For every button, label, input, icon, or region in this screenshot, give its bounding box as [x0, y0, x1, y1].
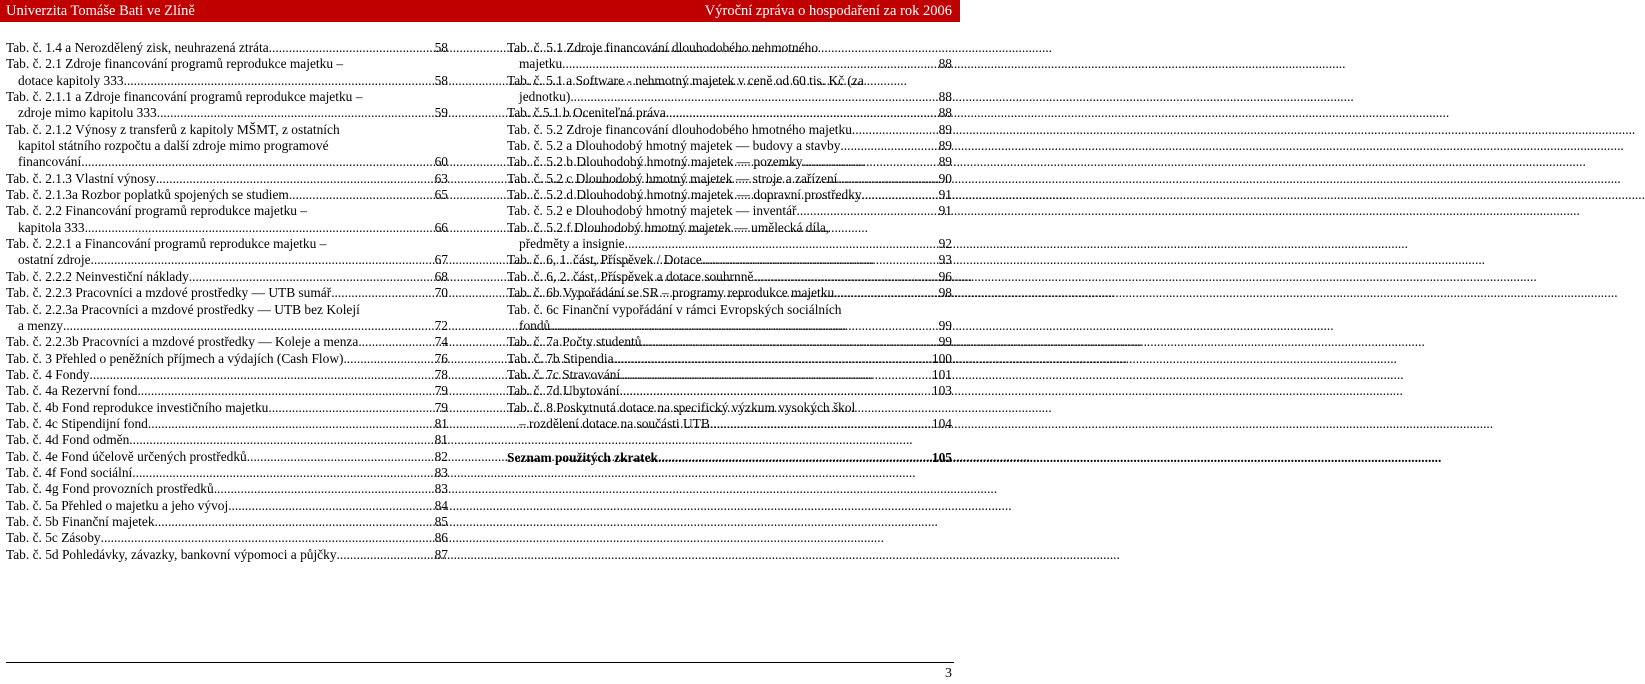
- dot-leader: [124, 73, 434, 89]
- toc-entry[interactable]: [6, 56, 448, 89]
- dot-leader: [81, 154, 433, 170]
- toc-entry[interactable]: [6, 187, 448, 203]
- toc-entry[interactable]: [507, 367, 952, 383]
- toc-entry[interactable]: [507, 122, 952, 138]
- toc-entry-text: jednotku): [519, 89, 571, 105]
- dot-leader: [840, 138, 937, 154]
- toc-entry-text: Tab. č. 2.1.1 a Zdroje financování programů reprodukce majetku –: [6, 89, 363, 105]
- dot-leader: [625, 236, 938, 252]
- dot-leader: [63, 318, 434, 334]
- toc-entry-abbreviations[interactable]: [507, 450, 952, 466]
- dot-leader: [358, 334, 433, 350]
- toc-entry[interactable]: [6, 481, 448, 497]
- dot-leader: [343, 351, 433, 367]
- toc-page-number: 87: [434, 546, 448, 562]
- toc-entry[interactable]: [507, 383, 952, 399]
- toc-entry[interactable]: [507, 154, 952, 170]
- dot-leader: [214, 481, 434, 497]
- toc-entry-text: Tab. č. 4f Fond sociální: [6, 464, 133, 480]
- toc-entry[interactable]: [507, 171, 952, 187]
- page-number: 3: [945, 666, 952, 681]
- toc-entry-text: Tab. č. 5a Přehled o majetku a jeho vývoj: [6, 497, 229, 513]
- toc-page-number: 78: [434, 366, 448, 382]
- toc-page-number: 66: [434, 219, 448, 235]
- toc-page-number: 59: [434, 105, 448, 121]
- toc-entry-text: Tab. č. 5.1 a Software - nehmotný majetek v ceně od 60 tis. Kč (za: [507, 72, 864, 88]
- toc-entry-text: Tab. č. 2.2.3b Pracovníci a mzdové prostředky — Koleje a menza: [6, 334, 359, 350]
- dot-leader: [834, 285, 937, 301]
- toc-entry[interactable]: [6, 367, 448, 383]
- toc-right-column: [507, 40, 952, 467]
- footer-divider: [6, 662, 954, 663]
- dot-leader: [862, 187, 938, 203]
- toc-entry-text: Tab. č. 6, 1. část, Příspěvek / Dotace: [507, 252, 702, 268]
- toc-entry-text: Tab. č. 8 Poskytnutá dotace na specifický výzkum vysokých škol: [507, 399, 856, 415]
- dot-leader: [666, 105, 938, 121]
- dot-leader: [620, 383, 931, 399]
- toc-entry[interactable]: [6, 285, 448, 301]
- toc-entry-text: – rozdělení dotace na součásti UTB: [519, 415, 710, 431]
- toc-page-number: 91: [938, 203, 952, 219]
- toc-page-number: 72: [434, 317, 448, 333]
- dot-leader: [189, 269, 434, 285]
- toc-page-number: 100: [931, 350, 952, 366]
- dot-leader: [658, 450, 931, 466]
- toc-entry[interactable]: [6, 416, 448, 432]
- dot-leader: [228, 498, 433, 514]
- toc-entry-text: dotace kapitoly 333: [18, 72, 124, 88]
- toc-entry[interactable]: [507, 351, 952, 367]
- toc-entry[interactable]: [507, 40, 952, 73]
- toc-page-number: 67: [434, 252, 448, 268]
- toc-entry-text: předměty a insignie: [519, 236, 625, 252]
- toc-entry-text: Tab. č. 2.2.3 Pracovníci a mzdové prostředky — UTB sumář: [6, 285, 332, 301]
- toc-entry[interactable]: [6, 89, 448, 122]
- toc-entry-text: Tab. č. 2.1 Zdroje financování programů reprodukce majetku –: [6, 56, 344, 72]
- toc-entry-text: Tab. č.5.1 b Oceniteľná práva: [507, 105, 666, 121]
- toc-page-number: 58: [434, 72, 448, 88]
- toc-page-number: 58: [434, 40, 448, 55]
- toc-entry-text: Tab. č. 4d Fond odměn: [6, 432, 130, 448]
- toc-entry-text: kapitola 333: [18, 219, 85, 235]
- toc-entry-text: Tab. č. 2.2 Financování programů reprodukce majetku –: [6, 203, 308, 219]
- toc-entry-text: Tab. č. 2.2.1 a Financování programů reprodukce majetku –: [6, 236, 327, 252]
- page-header: [0, 0, 960, 22]
- toc-page-number: 85: [434, 513, 448, 529]
- toc-entry[interactable]: [507, 73, 952, 106]
- toc-entry-text: Tab. č. 5.2 Zdroje financování dlouhodobého hmotného majetku: [507, 121, 852, 137]
- dot-leader: [570, 89, 937, 105]
- toc-entry-text: Tab. č. 1.4 a Nerozdělený zisk, neuhrazená ztráta: [6, 40, 269, 55]
- toc-page-number: 89: [938, 154, 952, 170]
- dot-leader: [101, 530, 434, 546]
- toc-entry[interactable]: [6, 400, 448, 416]
- report-title: Výroční zpráva o hospodaření za rok 2006: [704, 3, 952, 19]
- toc-entry[interactable]: [507, 400, 952, 433]
- toc-page-number: 74: [434, 334, 448, 350]
- toc-page-number: 92: [938, 236, 952, 252]
- dot-leader: [702, 252, 938, 268]
- toc-page-number: 88: [938, 105, 952, 121]
- toc-entry[interactable]: [6, 269, 448, 285]
- dot-leader: [269, 40, 434, 56]
- toc-entry-text: Tab. č. 5.1 Zdroje financování dlouhodobého nehmotného: [507, 40, 819, 55]
- toc-page-number: 83: [434, 464, 448, 480]
- toc-entry-text: Tab. č. 4 Fondy: [6, 366, 90, 382]
- toc-page-number: 98: [938, 285, 952, 301]
- toc-left-column: [6, 40, 448, 563]
- toc-page-number: 65: [434, 187, 448, 203]
- toc-entry-text: Tab. č. 2.2.2 Neinvestiční náklady: [6, 268, 189, 284]
- toc-page-number: 86: [434, 530, 448, 546]
- toc-page-number: 103: [931, 383, 952, 399]
- toc-entry[interactable]: [6, 514, 448, 530]
- dot-leader: [289, 187, 434, 203]
- dot-leader: [562, 56, 937, 72]
- toc-entry-text: Tab. č. 2.1.3 Vlastní výnosy: [6, 170, 156, 186]
- dot-leader: [550, 318, 937, 334]
- toc-entry-text: Tab. č. 2.1.2 Výnosy z transferů z kapitoly MŠMT, z ostatních: [6, 121, 340, 137]
- dot-leader: [753, 269, 937, 285]
- toc-page-number: 88: [938, 56, 952, 72]
- toc-entry-text: kapitol státního rozpočtu a další zdroje mimo programové: [18, 138, 329, 154]
- toc-entry[interactable]: [6, 383, 448, 399]
- toc-entry-text: Tab. č. 5b Finanční majetek: [6, 513, 155, 529]
- toc-entry-text: Tab. č. 5.2 e Dlouhodobý hmotný majetek — inventář: [507, 203, 797, 219]
- toc-entry-text: Tab. č. 6c Finanční vypořádání v rámci Evropských sociálních: [507, 301, 842, 317]
- toc-entry-text: Tab. č. 5.2 c Dlouhodobý hmotný majetek — stroje a zařízení: [507, 170, 838, 186]
- dot-leader: [337, 547, 434, 563]
- dot-leader: [837, 171, 937, 187]
- toc-entry-text: Tab. č. 6b Vypořádání se SR – programy reprodukce majetku: [507, 285, 835, 301]
- toc-page-number: 81: [434, 432, 448, 448]
- toc-entry[interactable]: [6, 498, 448, 514]
- dot-leader: [156, 171, 434, 187]
- dot-leader: [710, 416, 931, 432]
- toc-page-number: 88: [938, 89, 952, 105]
- toc-page-number: 91: [938, 187, 952, 203]
- toc-page-number: 99: [938, 317, 952, 333]
- toc-entry[interactable]: [6, 465, 448, 481]
- toc-entry[interactable]: [507, 302, 952, 335]
- toc-entry-text: Tab. č. 5c Zásoby: [6, 530, 101, 546]
- toc-entry-text: Tab. č. 4b Fond reprodukce investičního majetku: [6, 399, 269, 415]
- toc-page-number: 83: [434, 481, 448, 497]
- toc-entry-text: majetku: [519, 56, 563, 72]
- toc-entry[interactable]: [507, 252, 952, 268]
- dot-leader: [132, 465, 433, 481]
- dot-leader: [85, 220, 434, 236]
- dot-leader: [852, 122, 938, 138]
- dot-leader: [620, 367, 931, 383]
- toc-entry-text: Tab. č. 3 Přehled o peněžních příjmech a výdajích (Cash Flow): [6, 350, 344, 366]
- toc-entry-text: Tab. č. 2.1.3a Rozbor poplatků spojených se studiem: [6, 187, 289, 203]
- toc-entry-text: Tab. č. 4g Fond provozních prostředků: [6, 481, 214, 497]
- toc-page-number: 89: [938, 138, 952, 154]
- toc-entry-text: Tab. č. 5.2 d Dlouhodobý hmotný majetek — dopravní prostředky: [507, 187, 862, 203]
- dot-leader: [268, 400, 433, 416]
- toc-page-number: 89: [938, 121, 952, 137]
- toc-page-number: 68: [434, 268, 448, 284]
- dot-leader: [155, 514, 434, 530]
- toc-page-number: 84: [434, 497, 448, 513]
- dot-leader: [137, 383, 433, 399]
- toc-page-number: 79: [434, 399, 448, 415]
- dot-leader: [641, 334, 937, 350]
- toc-page-number: 70: [434, 285, 448, 301]
- toc-entry-text: Seznam použitých zkratek: [507, 450, 659, 466]
- toc-entry[interactable]: [6, 547, 448, 563]
- toc-entry-text: Tab. č. 7a Počty studentů: [507, 334, 642, 350]
- toc-entry-text: zdroje mimo kapitolu 333: [18, 105, 157, 121]
- toc-page-number: 81: [434, 415, 448, 431]
- toc-page-number: 99: [938, 334, 952, 350]
- toc-entry-text: Tab. č. 7d Ubytování: [507, 383, 620, 399]
- toc-entry-text: Tab. č. 4e Fond účelově určených prostředků: [6, 448, 247, 464]
- dot-leader: [157, 105, 434, 121]
- toc-page-number: 105: [931, 450, 952, 466]
- toc-page-number: 104: [931, 415, 952, 431]
- toc-entry[interactable]: [6, 122, 448, 171]
- toc-page-number: 63: [434, 170, 448, 186]
- toc-entry-text: Tab. č. 4a Rezervní fond: [6, 383, 138, 399]
- toc-entry[interactable]: [6, 236, 448, 269]
- toc-entry[interactable]: [6, 203, 448, 236]
- toc-page-number: 79: [434, 383, 448, 399]
- toc-page-number: 60: [434, 154, 448, 170]
- toc-entry[interactable]: [507, 269, 952, 285]
- toc-entry[interactable]: [6, 40, 448, 56]
- toc-entry[interactable]: [6, 351, 448, 367]
- toc-entry[interactable]: [507, 105, 952, 121]
- toc-entry[interactable]: [507, 138, 952, 154]
- toc-entry-text: a menzy: [18, 317, 63, 333]
- toc-entry-text: Tab. č. 7b Stipendia: [507, 350, 614, 366]
- university-name: Univerzita Tomáše Bati ve Zlíně: [6, 3, 195, 19]
- toc-entry-text: Tab. č. 5.2 f Dlouhodobý hmotný majetek — umělecká díla,: [507, 219, 830, 235]
- dot-leader: [797, 203, 938, 219]
- dot-leader: [247, 449, 434, 465]
- toc-entry-text: Tab. č. 5d Pohledávky, závazky, bankovní výpomoci a půjčky: [6, 546, 337, 562]
- toc-entry[interactable]: [507, 334, 952, 350]
- toc-page-number: 76: [434, 350, 448, 366]
- toc-entry-text: ostatní zdroje: [18, 252, 91, 268]
- toc-entry[interactable]: [6, 530, 448, 546]
- dot-leader: [129, 432, 433, 448]
- toc-entry[interactable]: [6, 449, 448, 465]
- dot-leader: [331, 285, 433, 301]
- toc-entry[interactable]: [507, 285, 952, 301]
- toc-entry-text: Tab. č. 2.2.3a Pracovníci a mzdové prostředky — UTB bez Kolejí: [6, 301, 360, 317]
- toc-entry-text: Tab. č. 6, 2. část, Příspěvek a dotace souhrnně: [507, 268, 754, 284]
- toc-entry[interactable]: [6, 171, 448, 187]
- dot-leader: [148, 416, 434, 432]
- toc-page-number: 90: [938, 170, 952, 186]
- toc-entry-text: Tab. č. 5.2 b Dlouhodobý hmotný majetek — pozemky: [507, 154, 803, 170]
- toc-page-number: 93: [938, 252, 952, 268]
- toc-entry[interactable]: [6, 334, 448, 350]
- dot-leader: [614, 351, 931, 367]
- toc-entry[interactable]: [6, 302, 448, 335]
- toc-page-number: 82: [434, 448, 448, 464]
- toc-entry-text: Tab. č. 4c Stipendijní fond: [6, 415, 148, 431]
- toc-entry[interactable]: [507, 203, 952, 219]
- toc-entry[interactable]: [507, 220, 952, 253]
- toc-entry-text: financování: [18, 154, 82, 170]
- toc-entry-text: fondů: [519, 317, 551, 333]
- toc-entry-text: Tab. č. 5.2 a Dlouhodobý hmotný majetek — budovy a stavby: [507, 138, 841, 154]
- toc-entry[interactable]: [6, 432, 448, 448]
- toc-page-number: 101: [931, 366, 952, 382]
- dot-leader: [91, 252, 434, 268]
- toc-entry-text: Tab. č. 7c Stravování: [507, 366, 621, 382]
- dot-leader: [90, 367, 434, 383]
- toc-entry[interactable]: [507, 187, 952, 203]
- dot-leader: [802, 154, 937, 170]
- toc-page-number: 96: [938, 268, 952, 284]
